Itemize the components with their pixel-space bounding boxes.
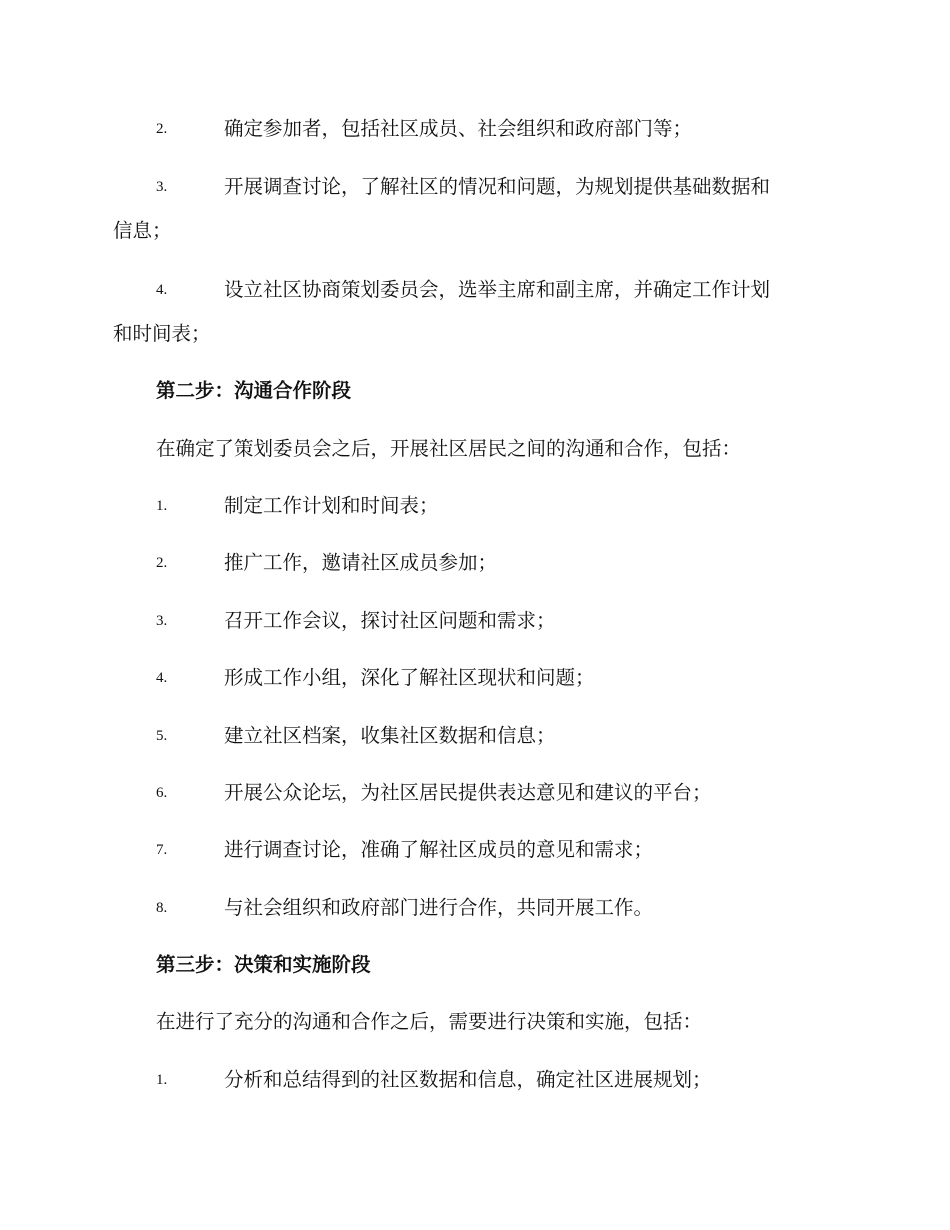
list-item-text: 进行调查讨论，准确了解社区成员的意见和需求；: [224, 838, 654, 861]
section-heading: 第二步：沟通合作阶段: [156, 379, 352, 402]
list-number: 6.: [156, 785, 168, 801]
list-number: 8.: [156, 900, 168, 916]
list-item-text: 制定工作计划和时间表；: [224, 494, 439, 517]
list-number: 1.: [156, 498, 168, 514]
list-item-text: 开展调查讨论，了解社区的情况和问题，为规划提供基础数据和: [224, 175, 771, 198]
section-intro: 在进行了充分的沟通和合作之后，需要进行决策和实施，包括：: [156, 1010, 703, 1033]
list-number: 4.: [156, 670, 168, 686]
list-number: 5.: [156, 728, 168, 744]
list-number: 3.: [156, 613, 168, 629]
list-item-text: 与社会组织和政府部门进行合作，共同开展工作。: [224, 896, 654, 919]
list-item-text: 推广工作，邀请社区成员参加；: [224, 551, 498, 574]
list-item-text: 召开工作会议，探讨社区问题和需求；: [224, 609, 556, 632]
list-item-text: 确定参加者，包括社区成员、社会组织和政府部门等；: [224, 117, 693, 140]
list-item-text: 开展公众论坛，为社区居民提供表达意见和建议的平台；: [224, 781, 712, 804]
list-number: 7.: [156, 842, 168, 858]
list-number: 3.: [156, 179, 168, 195]
section-heading: 第三步：决策和实施阶段: [156, 953, 371, 976]
list-item-text: 建立社区档案，收集社区数据和信息；: [224, 724, 556, 747]
list-item-continuation: 信息；: [113, 219, 172, 242]
list-item-text: 分析和总结得到的社区数据和信息，确定社区进展规划；: [224, 1068, 712, 1091]
list-number: 2.: [156, 555, 168, 571]
list-item-continuation: 和时间表；: [113, 322, 211, 345]
list-item-text: 设立社区协商策划委员会，选举主席和副主席，并确定工作计划: [224, 278, 771, 301]
list-number: 2.: [156, 121, 168, 137]
section-intro: 在确定了策划委员会之后，开展社区居民之间的沟通和合作，包括：: [156, 437, 742, 460]
list-number: 4.: [156, 282, 168, 298]
list-number: 1.: [156, 1072, 168, 1088]
list-item-text: 形成工作小组，深化了解社区现状和问题；: [224, 666, 595, 689]
